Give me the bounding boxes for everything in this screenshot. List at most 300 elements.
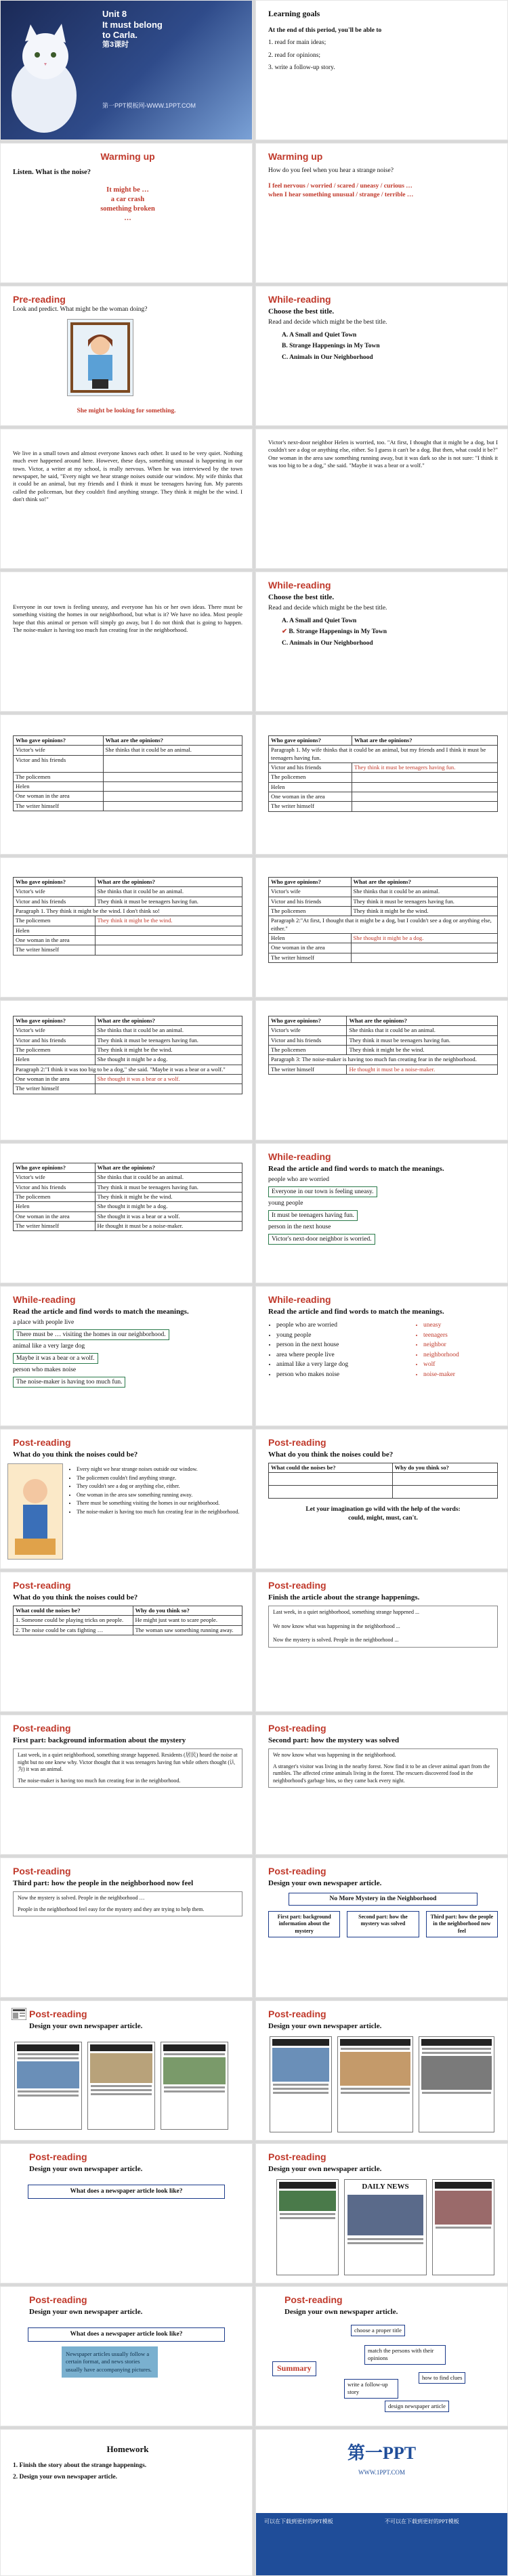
slide-postreading-5[interactable]	[0, 1715, 253, 1855]
predict-question: Look and predict. What might be the woman doing?	[13, 306, 148, 314]
cell	[95, 1084, 242, 1094]
article-draft[interactable]	[268, 1748, 498, 1788]
match-sentence: Maybe it was a bear or a wolf.	[13, 1353, 98, 1365]
slide-warmup-1[interactable]	[0, 143, 253, 283]
cell[interactable]	[269, 1486, 393, 1499]
cell: The writer himself	[269, 802, 352, 811]
cell	[103, 772, 242, 781]
cell: He might just want to scare people.	[133, 1616, 242, 1625]
col-header: What are the opinions?	[95, 1163, 242, 1173]
match-sentence: Everyone in our town is feeling uneasy.	[268, 1186, 377, 1198]
cell: She thought it might be a dog.	[95, 1202, 242, 1211]
cell: She thinks that it could be an animal.	[351, 887, 497, 897]
cell	[351, 943, 497, 953]
slide-article-para1[interactable]	[0, 429, 253, 569]
newspaper-thumbnail[interactable]	[432, 2179, 494, 2275]
summary-step: how to find clues	[419, 2372, 465, 2384]
cell: They think it must be teenagers having fun.	[95, 1182, 242, 1192]
col-header: Who gave opinions?	[269, 736, 352, 746]
cell: One woman in the area	[269, 792, 352, 802]
cell	[352, 782, 497, 792]
paragraph-note: Paragraph 2:"I think it was too big to be a dog," she said. "Maybe it was a bear or a wolf."	[14, 1065, 242, 1074]
article-paragraph: Everyone in our town is feeling uneasy, and everyone has his or her own ideas. There must be something visiting the homes in our neighborhood, but what is it? We have no idea. Most people hope that this animal or person will simply go away, but I do not think that is going to happen. The noise-maker is having too much fun creating fear in the neighborhood.	[13, 603, 242, 634]
cell: She thought it was a bear or a wolf.	[95, 1075, 242, 1084]
col-header: Why do you think so?	[133, 1606, 242, 1615]
cell: Victor's wife	[269, 887, 352, 897]
cell: They think it must be teenagers having fun.	[352, 763, 497, 773]
paragraph-note: Paragraph 3: The noise-maker is having too much fun creating fear in the neighborhood.	[269, 1055, 498, 1065]
instruction: Read and decide which might be the best title.	[268, 318, 387, 326]
article-draft[interactable]	[13, 1891, 242, 1916]
cell: 2. The noise could be cats fighting …	[14, 1625, 133, 1635]
predict-caption: She might be looking for something.	[77, 408, 176, 414]
match-sentence: The noise-maker is having too much fun.	[13, 1377, 125, 1388]
slide-postreading-8[interactable]	[255, 1858, 508, 1998]
slide-subtitle: Design your own newspaper article.	[29, 2022, 143, 2031]
slide-subtitle: What do you think the noises could be?	[268, 1451, 394, 1459]
slide-subtitle: What do you think the noises could be?	[13, 1593, 138, 1602]
woman-picture-icon	[67, 319, 133, 396]
slide-title: Post-reading	[13, 1866, 71, 1876]
slide-cover[interactable]	[0, 0, 253, 140]
cell: The policemen	[14, 1193, 96, 1202]
slide-postreading-7[interactable]	[0, 1858, 253, 1998]
slide-subtitle: Choose the best title.	[268, 307, 335, 316]
slide-title: Post-reading	[268, 2151, 326, 2162]
slide-title: Pre-reading	[13, 294, 66, 305]
slide-opinions-table-full[interactable]	[0, 1143, 253, 1283]
slide-title: Post-reading	[268, 2009, 326, 2019]
brand-footer	[256, 2513, 507, 2575]
cell: The writer himself	[14, 801, 104, 811]
slide-prereading[interactable]	[0, 286, 253, 426]
answer-word: • teenagers	[423, 1331, 498, 1340]
homework-item: 2. Design your own newspaper article.	[13, 2473, 118, 2481]
article-part: Second part: how the mystery was solved	[347, 1911, 419, 1938]
slide-title: While-reading	[13, 1294, 76, 1305]
newspaper-question: What does a newspaper article look like?	[28, 2327, 225, 2342]
noises-table	[13, 1606, 242, 1635]
cell	[352, 802, 497, 811]
cell	[103, 801, 242, 811]
slide-title: Post-reading	[284, 2294, 343, 2305]
homework-title: Homework	[106, 2444, 149, 2454]
cell: She thinks that it could be an animal.	[347, 1026, 498, 1035]
opinions-table	[13, 1163, 242, 1231]
cell: They think it must be teenagers having fun.	[351, 897, 497, 906]
title-option[interactable]: A. A Small and Quiet Town	[282, 617, 357, 624]
answer-word: • wolf	[423, 1360, 498, 1369]
slide-postreading-2[interactable]	[255, 1429, 508, 1569]
cell: They think it must be teenagers having fun.	[347, 1035, 498, 1045]
clue: • Every night we hear strange noises outside our window.	[77, 1466, 245, 1474]
warmup-answer: something broken	[100, 205, 155, 213]
slide-title: Post-reading	[13, 1723, 71, 1734]
clue: • One woman in the area saw something running away.	[77, 1492, 245, 1499]
cell	[103, 782, 242, 792]
opinions-table	[13, 1016, 242, 1094]
col-header: Who gave opinions?	[269, 1016, 347, 1026]
slide-article-para3[interactable]	[0, 572, 253, 712]
opinions-table	[268, 735, 498, 812]
newspaper-thumbnail[interactable]	[161, 2042, 228, 2130]
brand-footer-text: 不可以在下载到更好的PPT模板	[385, 2518, 459, 2525]
imagination-tip: Let your imagination go wild with the help of the words:	[305, 1506, 461, 1514]
meaning: • person who makes noise	[276, 1371, 407, 1379]
slide-subtitle: Finish the article about the strange happenings.	[268, 1593, 420, 1602]
slide-title: While-reading	[268, 294, 331, 305]
cell: The policemen	[269, 773, 352, 782]
cell: Victor and his friends	[269, 1035, 347, 1045]
answer-word: • neighbor	[423, 1341, 498, 1350]
feel-words: I feel nervous / worried / scared / uneasy / curious …	[268, 183, 412, 190]
cell: She thinks that it could be an animal.	[95, 1173, 242, 1182]
slide-warmup-2[interactable]	[255, 143, 508, 283]
cell: She thinks that it could be an animal.	[103, 746, 242, 755]
col-header: What are the opinions?	[351, 878, 497, 887]
cell: The policemen	[14, 916, 96, 926]
slide-title: Post-reading	[268, 1866, 326, 1876]
cell: The writer himself	[14, 1084, 96, 1094]
meaning: animal like a very large dog	[13, 1343, 85, 1350]
draft-line: Now the mystery is solved. People in the neighborhood …	[18, 1894, 145, 1901]
check-icon: ✔	[282, 628, 287, 636]
slide-title: Post-reading	[13, 1437, 71, 1448]
cell: Victor's wife	[14, 1026, 96, 1035]
newspaper-thumbnail[interactable]	[14, 2042, 82, 2130]
clue: • There must be something visiting the homes in our neighborhood.	[77, 1500, 245, 1507]
cell[interactable]	[392, 1486, 497, 1499]
slide-subtitle: Design your own newspaper article.	[29, 2165, 143, 2174]
cell: Victor's wife	[14, 1173, 96, 1182]
clue: • The policemen couldn't find anything strange.	[77, 1475, 245, 1482]
col-header: Who gave opinions?	[14, 1163, 96, 1173]
cell: She thought it might be a dog.	[95, 1055, 242, 1065]
slide-subtitle: First part: background information about the mystery	[13, 1736, 186, 1745]
cell: She thinks that it could be an animal.	[95, 887, 242, 897]
slide-whilereading-answer[interactable]	[255, 572, 508, 712]
answer-word: • neighborhood	[423, 1351, 498, 1360]
cell: Victor and his friends	[269, 897, 352, 906]
draft-line: Now the mystery is solved. People in the neighborhood ...	[273, 1637, 399, 1644]
cell[interactable]	[392, 1473, 497, 1486]
slide-title: Post-reading	[268, 1437, 326, 1448]
title-option[interactable]: C. Animals in Our Neighborhood	[282, 639, 373, 647]
opinions-table	[13, 735, 242, 811]
summary-step: choose a proper title	[351, 2325, 405, 2336]
slide-title: Post-reading	[29, 2151, 87, 2162]
cell: The writer himself	[14, 1222, 96, 1231]
slide-subtitle: Design your own newspaper article.	[284, 2308, 398, 2317]
daily-news-masthead: DAILY NEWS	[362, 2183, 409, 2191]
opinions-table	[13, 877, 242, 956]
draft-line: We now know what was happening in the neighborhood ...	[273, 1623, 400, 1629]
newspaper-tip: Newspaper articles usually follow a certain format, and news stories usually have accompanying pictures.	[62, 2346, 158, 2378]
col-header: Who gave opinions?	[14, 736, 104, 746]
newspaper-daily[interactable]	[344, 2179, 427, 2275]
cell: The writer himself	[269, 953, 352, 962]
slide-title: Post-reading	[268, 1723, 326, 1734]
cell: The policemen	[269, 907, 352, 916]
cell: Victor and his friends	[14, 1035, 96, 1045]
slide-title: Post-reading	[13, 1580, 71, 1591]
cell: The writer himself	[14, 945, 96, 955]
article-paragraph: Victor's next-door neighbor Helen is worried, too. "At first, I thought that it might be a dog, but I couldn't see a dog or anything else, either. So I guess it can't be a dog. But then, what could it be?" One woman in the area saw something running away, but it was dark so she is not sure: "I think it was too big to be a dog," she said. "Maybe it was a bear or a wolf."	[268, 439, 498, 469]
slide-subtitle: Second part: how the mystery was solved	[268, 1736, 400, 1745]
answer-word: • noise-maker	[423, 1371, 498, 1379]
cell: Helen	[269, 934, 352, 943]
cover-site: 第一PPT模板网-WWW.1PPT.COM	[102, 102, 196, 109]
col-header: What are the opinions?	[352, 736, 497, 746]
draft-line: A stranger's visitor was living in the nearby forest. Now find it to be an clever animal apart from the rumbles. The affected crime animals living in the forest. The rescuers discovered food in the neighborhood's garbage bins, so they came back every night.	[273, 1763, 490, 1784]
slide-postreading-13[interactable]	[0, 2286, 253, 2426]
goal-item: 1. read for main ideas;	[268, 39, 326, 47]
brand-logo: 第一PPT	[347, 2443, 417, 2463]
warmup-answer: a car crash	[110, 196, 145, 204]
slide-match-2[interactable]	[0, 1286, 253, 1426]
clue: • They couldn't see a dog or anything else, either.	[77, 1483, 245, 1490]
cover-title-line1: It must belong	[102, 19, 163, 30]
warmup-answer: It might be …	[106, 186, 149, 194]
cell: She thinks that it could be an animal.	[95, 1026, 242, 1035]
draft-line: We now know what was happening in the neighborhood.	[273, 1751, 396, 1758]
slide-opinions-table-6[interactable]	[255, 1000, 508, 1140]
cell: They think it might be the wind.	[351, 907, 497, 916]
cell: One woman in the area	[14, 792, 104, 801]
meaning: • area where people live	[276, 1351, 407, 1360]
match-sentence: It must be teenagers having fun.	[268, 1210, 358, 1222]
cell: Victor and his friends	[14, 897, 96, 906]
goals-title: Learning goals	[268, 9, 320, 18]
warmup-question: How do you feel when you hear a strange noise?	[268, 167, 394, 175]
cell: She thought it might be a dog.	[351, 934, 497, 943]
col-header: What are the opinions?	[103, 736, 242, 746]
article-headline: No More Mystery in the Neighborhood	[289, 1893, 478, 1906]
title-option[interactable]: C. Animals in Our Neighborhood	[282, 353, 373, 361]
cell: She thought it was a bear or a wolf.	[95, 1211, 242, 1221]
slide-homework[interactable]	[0, 2429, 253, 2576]
cell: Helen	[269, 782, 352, 792]
slide-subtitle: Choose the best title.	[268, 593, 335, 602]
cell	[351, 953, 497, 962]
cell: The policemen	[14, 772, 104, 781]
slide-subtitle: Read the article and find words to match the meanings.	[268, 1308, 444, 1316]
slide-subtitle: Design your own newspaper article.	[268, 2022, 382, 2031]
title-option-correct[interactable]	[282, 628, 498, 637]
homework-item: 1. Finish the story about the strange happenings.	[13, 2462, 147, 2470]
comic-picture-icon	[7, 1463, 63, 1560]
article-draft[interactable]	[268, 1606, 498, 1648]
col-header: What are the opinions?	[347, 1016, 498, 1026]
answer-word: • uneasy	[423, 1321, 498, 1330]
cell: Helen	[14, 782, 104, 792]
summary-label: Summary	[272, 2361, 316, 2376]
slide-opinions-table-1[interactable]	[0, 714, 253, 855]
newspaper-thumbnail[interactable]	[87, 2042, 155, 2130]
cell: Helen	[14, 1055, 96, 1065]
meaning: • people who are worried	[276, 1321, 407, 1330]
slide-subtitle: Read the article and find words to match the meanings.	[268, 1165, 444, 1174]
slide-brand[interactable]	[255, 2429, 508, 2576]
cell: Helen	[14, 926, 96, 935]
slide-goals[interactable]	[255, 0, 508, 140]
slide-opinions-table-3[interactable]	[0, 857, 253, 997]
slide-whilereading-title[interactable]	[255, 286, 508, 426]
draft-line: People in the neighborhood feel easy for the mystery and they are trying to help them.	[18, 1906, 205, 1912]
draft-note: The noise-maker is having too much fun creating fear in the neighborhood.	[18, 1777, 181, 1784]
slide-title: While-reading	[268, 1151, 331, 1162]
draft-text: Last week, in a quiet neighborhood, something strange happened. Residents (居民) heard the noise at night but no one knew why. Victor thought that it was teenagers having fun while others thought (认为) it was an animal.	[18, 1751, 238, 1773]
cell: They think it must be teenagers having fun.	[95, 1035, 242, 1045]
title-option[interactable]: A. A Small and Quiet Town	[282, 331, 357, 339]
cell[interactable]	[269, 1473, 393, 1486]
opinions-table	[268, 1016, 498, 1075]
cell: Helen	[14, 1202, 96, 1211]
opinions-table	[268, 877, 498, 963]
cell: The woman saw something running away.	[133, 1625, 242, 1635]
warmup-answer: …	[124, 214, 131, 222]
slide-title: Post-reading	[268, 1580, 326, 1591]
meaning: person who makes noise	[13, 1367, 77, 1374]
meaning: a place with people live	[13, 1318, 75, 1326]
article-draft[interactable]	[13, 1748, 242, 1788]
cell	[352, 773, 497, 782]
slide-postreading-3[interactable]	[0, 1572, 253, 1712]
goals-intro: At the end of this period, you'll be able to	[268, 26, 382, 34]
clue: • The noise-maker is having too much fun creating fear in the neighborhood.	[77, 1509, 245, 1516]
slide-title: While-reading	[268, 580, 331, 591]
cell	[95, 945, 242, 955]
slide-match-3[interactable]	[255, 1286, 508, 1426]
cell: Victor and his friends	[269, 763, 352, 773]
meaning: • young people	[276, 1331, 407, 1340]
slide-postreading-10[interactable]	[255, 2000, 508, 2141]
cell	[352, 792, 497, 802]
title-option-label: B. Strange Happenings in My Town	[289, 628, 387, 636]
cell: Victor and his friends	[14, 755, 104, 772]
match-sentence: There must be … visiting the homes in our neighborhood.	[13, 1329, 169, 1341]
slide-subtitle: Read the article and find words to match the meanings.	[13, 1308, 189, 1316]
article-part: First part: background information about the mystery	[268, 1911, 340, 1938]
slide-title: Post-reading	[29, 2009, 87, 2019]
newspaper-thumbnail[interactable]	[276, 2179, 339, 2275]
slide-postreading-11[interactable]	[0, 2143, 253, 2283]
summary-step: design newspaper article	[385, 2401, 449, 2412]
summary-step: match the persons with their opinions	[364, 2345, 446, 2365]
draft-line: Last week, in a quiet neighborhood, something strange happened ...	[273, 1608, 419, 1615]
slide-subtitle: Design your own newspaper article.	[268, 2165, 382, 2174]
col-header: What are the opinions?	[95, 878, 242, 887]
slide-postreading-12[interactable]	[255, 2143, 508, 2283]
cell: Victor's wife	[14, 887, 96, 897]
slide-subtitle: What do you think the noises could be?	[13, 1451, 138, 1459]
col-header: Who gave opinions?	[269, 878, 352, 887]
paragraph-note: Paragraph 1. They think it might be the wind. I don't think so!	[14, 907, 242, 916]
slide-postreading-14[interactable]	[255, 2286, 508, 2426]
meaning: • person in the next house	[276, 1341, 407, 1350]
newspaper-icon	[12, 2008, 26, 2020]
slide-opinions-table-2[interactable]	[255, 714, 508, 855]
meaning: • animal like a very large dog	[276, 1360, 407, 1369]
goal-item: 3. write a follow-up story.	[268, 64, 335, 72]
summary-step: write a follow-up story	[344, 2379, 398, 2399]
brand-footer-text: 可以在下载到更好的PPT模板	[264, 2518, 333, 2525]
meaning: people who are worried	[268, 1176, 329, 1183]
newspaper-question: What does a newspaper article look like?	[28, 2185, 225, 2199]
cell: They think it might be the wind.	[95, 1046, 242, 1055]
cell: One woman in the area	[14, 1075, 96, 1084]
slide-title: Warming up	[268, 151, 323, 162]
col-header: Who gave opinions?	[14, 878, 96, 887]
newspaper-thumbnail[interactable]	[419, 2036, 494, 2132]
cell: They think it might be the wind.	[95, 916, 242, 926]
paragraph-note: Paragraph 2:"At first, I thought that it might be a dog, but I couldn't see a dog or anything else, either."	[269, 916, 498, 934]
cell: Victor's wife	[269, 1026, 347, 1035]
slide-opinions-table-4[interactable]	[255, 857, 508, 997]
slide-match-1[interactable]	[255, 1143, 508, 1283]
instruction: Read and decide which might be the best title.	[268, 604, 387, 611]
noises-table	[268, 1463, 498, 1499]
cell	[95, 936, 242, 945]
slide-title: While-reading	[268, 1294, 331, 1305]
cell: Victor and his friends	[14, 1182, 96, 1192]
col-header: Who gave opinions?	[14, 1016, 96, 1026]
cell: They think it might be the wind.	[347, 1046, 498, 1055]
cell	[103, 792, 242, 801]
feel-words: when I hear something unusual / strange / terrible …	[268, 191, 414, 198]
article-paragraph: We live in a small town and almost everyone knows each other. It used to be very quiet. Nothing much ever happened around here. However, these days, something unusual is happening in our town. Victor, a writer at my school, is really nervous. When he was interviewed by the town newspaper, he said, "Every night we hear strange noises outside our window. My wife thinks that it could be an animal, but my friends and I think it must be teenagers having fun. My parents called the policeman, but they couldn't find anything strange. They think it might be the wind. I don't think so!"	[13, 450, 242, 503]
cell: The policemen	[14, 1046, 96, 1055]
cover-title-line2: to Carla.	[102, 30, 138, 41]
paragraph-note: Paragraph 1. My wife thinks that it could be an animal, but my friends and I think it must be teenagers having fun.	[269, 746, 498, 763]
cell	[95, 926, 242, 935]
title-option[interactable]: B. Strange Happenings in My Town	[282, 343, 380, 350]
match-sentence: Victor's next-door neighbor is worried.	[268, 1234, 375, 1245]
brand-url: WWW.1PPT.COM	[358, 2469, 405, 2476]
slide-subtitle: Design your own newspaper article.	[268, 1879, 382, 1888]
cell: The policemen	[269, 1046, 347, 1055]
slide-subtitle: Design your own newspaper article.	[29, 2308, 143, 2317]
cell: The writer himself	[269, 1065, 347, 1074]
slide-postreading-4[interactable]	[255, 1572, 508, 1712]
slide-article-para2[interactable]	[255, 429, 508, 569]
cat-icon	[5, 21, 86, 136]
newspaper-thumbnail[interactable]	[270, 2036, 332, 2132]
cell: One woman in the area	[14, 1211, 96, 1221]
cell: One woman in the area	[269, 943, 352, 953]
cell	[103, 755, 242, 772]
cell: He thought it must be a noise-maker.	[347, 1065, 498, 1074]
slide-postreading-9[interactable]	[0, 2000, 253, 2141]
cell: He thought it must be a noise-maker.	[95, 1222, 242, 1231]
newspaper-thumbnail[interactable]	[337, 2036, 413, 2132]
article-part: Third part: how the people in the neighborhood now feel	[426, 1911, 498, 1938]
col-header: What could the noises be?	[14, 1606, 133, 1615]
col-header: Why do you think so?	[392, 1463, 497, 1472]
meaning: person in the next house	[268, 1224, 331, 1231]
slide-opinions-table-5[interactable]	[0, 1000, 253, 1140]
goal-item: 2. read for opinions;	[268, 51, 321, 59]
slide-subtitle: Third part: how the people in the neighborhood now feel	[13, 1879, 194, 1888]
slide-postreading-1[interactable]	[0, 1429, 253, 1569]
cover-title	[102, 9, 163, 49]
slide-title: Post-reading	[29, 2294, 87, 2305]
cell: 1. Someone could be playing tricks on people.	[14, 1616, 133, 1625]
slide-title: Warming up	[100, 151, 155, 162]
col-header: What could the noises be?	[269, 1463, 393, 1472]
cell: One woman in the area	[14, 936, 96, 945]
slide-postreading-6[interactable]	[255, 1715, 508, 1855]
